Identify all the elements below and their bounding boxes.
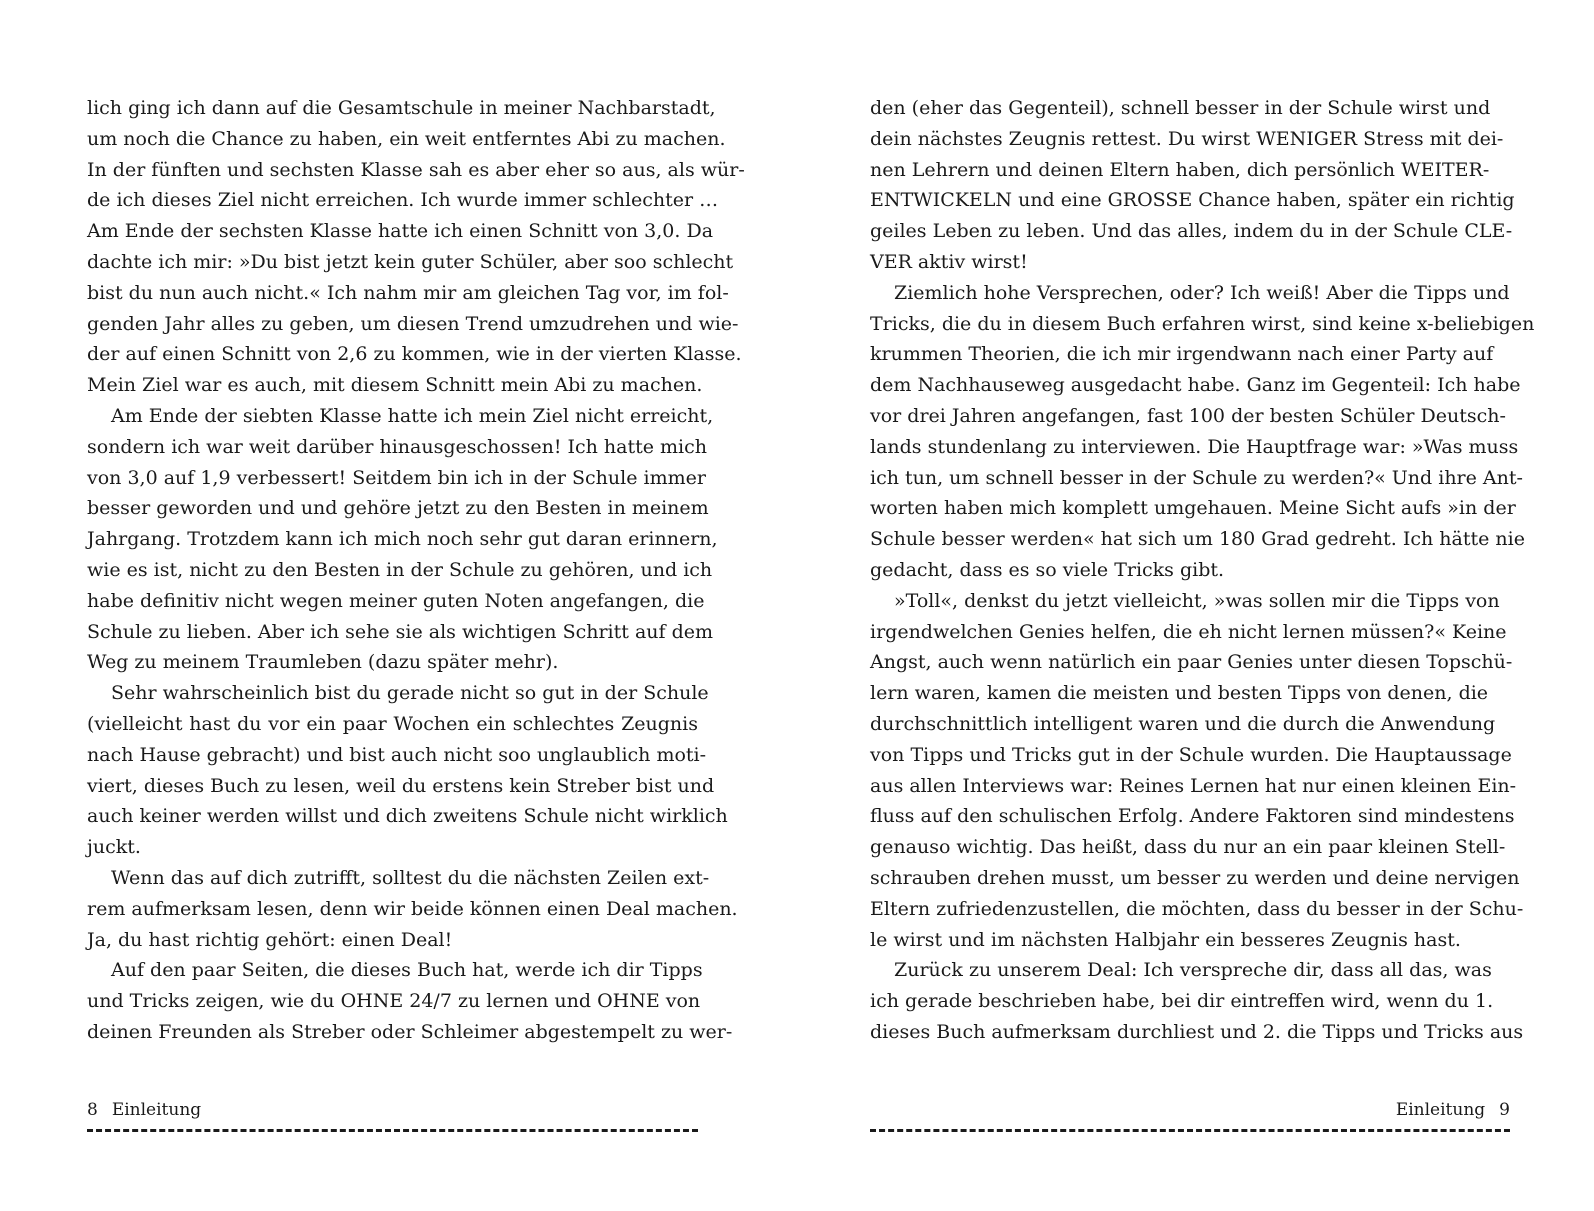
right-page-text-line: le wirst und im nächsten Halbjahr ein besseres Zeugnis hast.	[870, 928, 1461, 951]
right-page-text-line: VER aktiv wirst!	[870, 250, 1028, 273]
right-page-text-line: Angst, auch wenn natürlich ein paar Genies unter diesen Topschü-	[870, 651, 1513, 674]
left-page-text-line: Mein Ziel war es auch, mit diesem Schnitt mein Abi zu machen.	[87, 374, 703, 397]
left-page-running-title: Einleitung	[111, 1100, 202, 1120]
left-page-text-line: Auf den paar Seiten, die dieses Buch hat, werde ich dir Tipps	[111, 959, 703, 982]
right-page-text-line: gedacht, dass es so viele Tricks gibt.	[870, 558, 1225, 581]
left-page-footer	[87, 1098, 201, 1122]
right-page-text-line: vor drei Jahren angefangen, fast 100 der besten Schüler Deutsch-	[870, 404, 1506, 427]
right-page-text-line: genauso wichtig. Das heißt, dass du nur an ein paar kleinen Stell-	[870, 836, 1506, 859]
left-page-text-line: Schule zu lieben. Aber ich sehe sie als wichtigen Schritt auf dem	[87, 620, 713, 643]
left-page-text-line: Am Ende der siebten Klasse hatte ich mein Ziel nicht erreicht,	[111, 404, 714, 427]
right-page-text-line: irgendwelchen Genies helfen, die eh nicht lernen müssen?« Keine	[870, 620, 1507, 643]
left-page-text-line: Ja, du hast richtig gehört: einen Deal!	[87, 928, 453, 951]
left-page-text-line: der auf einen Schnitt von 2,6 zu kommen, wie in der vierten Klasse.	[87, 343, 742, 366]
right-page-body	[870, 93, 1535, 1048]
right-page-text-line: schrauben drehen musst, um besser zu werden und deine nervigen	[870, 866, 1520, 889]
left-page-text-line: In der fünften und sechsten Klasse sah es aber eher so aus, als wür-	[87, 158, 745, 181]
right-page-text-line: dein nächstes Zeugnis rettest. Du wirst WENIGER Stress mit dei-	[870, 127, 1504, 150]
right-page-text-line: Ziemlich hohe Versprechen, oder? Ich weiß! Aber die Tipps und	[894, 281, 1510, 304]
right-page-text-line: ich tun, um schnell besser in der Schule zu werden?« Und ihre Ant-	[870, 466, 1523, 489]
left-page-text-line: juckt.	[87, 836, 141, 859]
right-page-text-line: Zurück zu unserem Deal: Ich verspreche dir, dass all das, was	[894, 959, 1492, 982]
left-page-text-line: dachte ich mir: »Du bist jetzt kein guter Schüler, aber soo schlecht	[87, 250, 734, 273]
right-page-text-line: ENTWICKELN und eine GROSSE Chance haben, später ein richtig	[870, 189, 1515, 212]
right-page-text-line: geiles Leben zu leben. Und das alles, indem du in der Schule CLE-	[870, 220, 1513, 243]
left-page-text-line: deinen Freunden als Streber oder Schleimer abgestempelt zu wer-	[87, 1020, 733, 1043]
left-page-text-line: auch keiner werden willst und dich zweitens Schule nicht wirklich	[87, 805, 728, 828]
left-page-text-line: Weg zu meinem Traumleben (dazu später mehr).	[87, 651, 559, 674]
right-page-text-line: lands stundenlang zu interviewen. Die Hauptfrage war: »Was muss	[870, 435, 1519, 458]
right-page-text-line: den (eher das Gegenteil), schnell besser in der Schule wirst und	[870, 97, 1491, 119]
right-page-text-line: krummen Theorien, die ich mir irgendwann nach einer Party auf	[870, 343, 1494, 366]
right-page-running-title: Einleitung	[1395, 1100, 1486, 1120]
left-page-text-line: rem aufmerksam lesen, denn wir beide können einen Deal machen.	[87, 897, 738, 920]
left-page-number: 8	[87, 1100, 98, 1120]
right-page-text-line: aus allen Interviews war: Reines Lernen hat nur einen kleinen Ein-	[870, 774, 1517, 797]
right-page-text-line: fluss auf den schulischen Erfolg. Andere Faktoren sind mindestens	[870, 805, 1515, 828]
left-page-text-line: Jahrgang. Trotzdem kann ich mich noch sehr gut daran erinnern,	[87, 528, 718, 551]
right-page-text-line: von Tipps und Tricks gut in der Schule wurden. Die Hauptaussage	[870, 743, 1512, 766]
right-page-text-line: durchschnittlich intelligent waren und die durch die Anwendung	[870, 712, 1496, 735]
right-page-text-line: lern waren, kamen die meisten und besten Tipps von denen, die	[870, 682, 1489, 705]
left-page-text-line: besser geworden und und gehöre jetzt zu den Besten in meinem	[87, 497, 709, 520]
right-page	[797, 0, 1594, 1211]
right-page-dashed-rule	[870, 1129, 1510, 1132]
left-page-text-line: nach Hause gebracht) und bist auch nicht soo unglaublich moti-	[87, 743, 707, 766]
right-page-text-line: worten haben mich komplett umgehauen. Meine Sicht aufs »in der	[870, 497, 1516, 520]
left-page-text-line: bist du nun auch nicht.« Ich nahm mir am gleichen Tag vor, im fol-	[87, 281, 729, 304]
left-page-text-line: um noch die Chance zu haben, ein weit entferntes Abi zu machen.	[87, 127, 726, 150]
left-page-text-line: de ich dieses Ziel nicht erreichen. Ich wurde immer schlechter …	[87, 189, 719, 212]
left-page-body	[87, 93, 745, 1048]
left-page-text-line: und Tricks zeigen, wie du OHNE 24/7 zu lernen und OHNE von	[87, 990, 701, 1013]
left-page-dashed-rule	[87, 1129, 698, 1132]
left-page-text-line: viert, dieses Buch zu lesen, weil du erstens kein Streber bist und	[87, 774, 715, 797]
right-page-text-line: Eltern zufriedenzustellen, die möchten, dass du besser in der Schu-	[870, 897, 1524, 920]
right-page-text-line: ich gerade beschrieben habe, bei dir eintreffen wird, wenn du 1.	[870, 990, 1494, 1013]
right-page-text-line: »Toll«, denkst du jetzt vielleicht, »was sollen mir die Tipps von	[894, 589, 1500, 612]
right-page-footer	[1396, 1098, 1510, 1122]
right-page-text-line: nen Lehrern und deinen Eltern haben, dich persönlich WEITER-	[870, 158, 1490, 181]
left-page-text-line: sondern ich war weit darüber hinausgeschossen! Ich hatte mich	[87, 435, 708, 458]
left-page-text-line: wie es ist, nicht zu den Besten in der Schule zu gehören, und ich	[87, 558, 713, 581]
left-page-text-line: Wenn das auf dich zutrifft, solltest du die nächsten Zeilen ext-	[111, 866, 710, 889]
left-page-text-line: (vielleicht hast du vor ein paar Wochen ein schlechtes Zeugnis	[87, 712, 698, 735]
right-page-text-line: dem Nachhauseweg ausgedacht habe. Ganz im Gegenteil: Ich habe	[870, 374, 1521, 397]
right-page-text-line: Schule besser werden« hat sich um 180 Grad gedreht. Ich hätte nie	[870, 528, 1525, 551]
left-page-text-line: von 3,0 auf 1,9 verbessert! Seitdem bin ich in der Schule immer	[87, 466, 706, 489]
left-page-text-line: genden Jahr alles zu geben, um diesen Trend umzudrehen und wie-	[87, 312, 739, 335]
left-page-text-line: lich ging ich dann auf die Gesamtschule in meiner Nachbarstadt,	[87, 97, 716, 119]
left-page-text-line: Sehr wahrscheinlich bist du gerade nicht so gut in der Schule	[111, 682, 709, 705]
right-page-text-line: Tricks, die du in diesem Buch erfahren wirst, sind keine x-beliebigen	[870, 312, 1535, 335]
left-page-text-line: Am Ende der sechsten Klasse hatte ich einen Schnitt von 3,0. Da	[87, 220, 714, 243]
right-page-text-line: dieses Buch aufmerksam durchliest und 2. die Tipps und Tricks aus	[870, 1020, 1524, 1043]
right-page-number: 9	[1499, 1100, 1510, 1120]
left-page-text-line: habe definitiv nicht wegen meiner guten Noten angefangen, die	[87, 589, 705, 612]
